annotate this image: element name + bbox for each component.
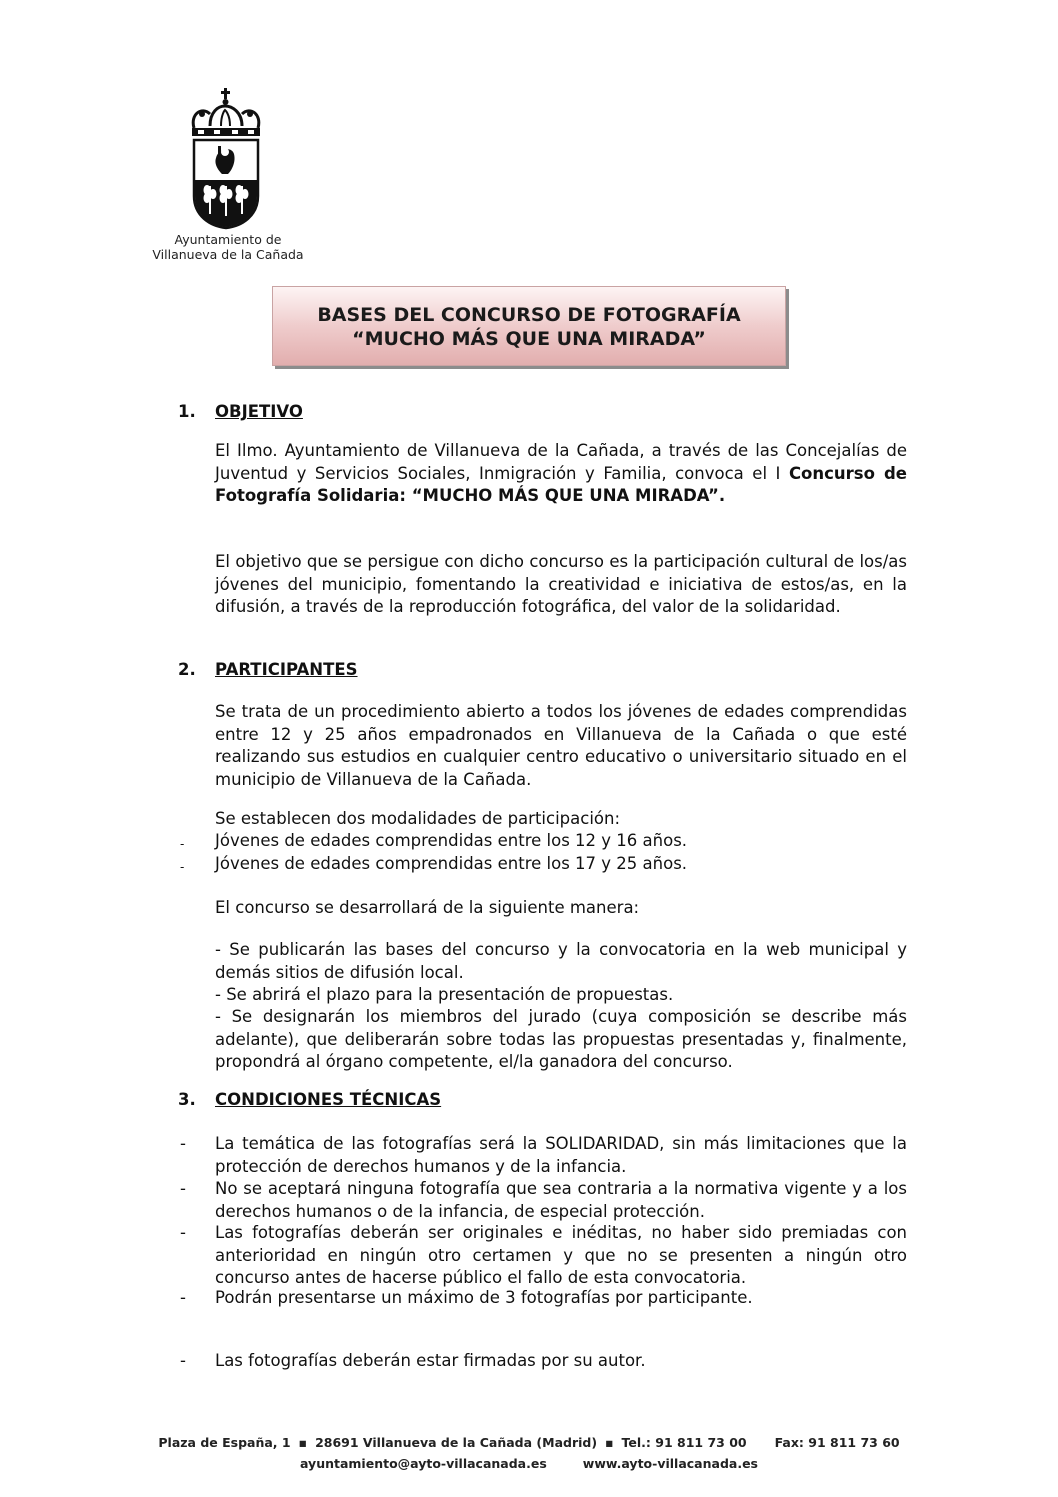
modality-item: Jóvenes de edades comprendidas entre los 12 y 16 años. <box>215 831 688 850</box>
list-bullet: - <box>180 860 185 874</box>
title-line-2: “MUCHO MÁS QUE UNA MIRADA” <box>352 328 706 350</box>
objetivo-paragraph-2: El objetivo que se persigue con dicho concurso es la participación cultural de los/as jóvenes del municipio, fomentando la creatividad e iniciativa de estos/as, en la difusión, a través de la reproducción fotográfica, del valor de la solidaridad. <box>215 552 907 616</box>
process-intro: El concurso se desarrollará de la siguiente manera: <box>215 898 640 917</box>
list-bullet: - <box>180 1288 186 1307</box>
footer-separator: ▪ <box>298 1435 308 1450</box>
condition-item: La temática de las fotografías será la SOLIDARIDAD, sin más limitaciones que la protección de derechos humanos y de la infancia. <box>215 1134 907 1176</box>
footer-website[interactable]: www.ayto-villacanada.es <box>582 1456 758 1471</box>
list-bullet: - <box>180 1351 186 1370</box>
objetivo-paragraph-1 <box>215 440 907 508</box>
footer-online-line <box>0 1456 1058 1471</box>
list-bullet: - <box>180 1134 186 1153</box>
list-bullet: - <box>180 1179 186 1198</box>
condition-item: Las fotografías deberán ser originales e inéditas, no haber sido premiadas con anterioridad en ningún otro certamen y que no se presenten a ningún otro concurso antes de hacerse público el fallo de esta convocatoria. <box>215 1223 907 1287</box>
footer-contact-line <box>0 1435 1058 1450</box>
condition-item: Las fotografías deberán estar firmadas por su autor. <box>215 1351 646 1370</box>
org-line-2: Villanueva de la Cañada <box>152 247 304 262</box>
condition-item: No se aceptará ninguna fotografía que sea contraria a la normativa vigente y a los derechos humanos o de la infancia, de especial protección. <box>215 1179 907 1221</box>
modalities-intro: Se establecen dos modalidades de participación: <box>215 809 621 828</box>
organization-name <box>146 232 310 262</box>
participantes-paragraph: Se trata de un procedimiento abierto a todos los jóvenes de edades comprendidas entre 12 y 25 años empadronados en Villanueva de la Cañada o que esté realizando sus estudios en cualquier centro educativo o universitario situado en el municipio de Villanueva de la Cañada. <box>215 702 907 789</box>
list-bullet: - <box>180 837 185 851</box>
condition-item: Podrán presentarse un máximo de 3 fotografías por participante. <box>215 1288 753 1307</box>
section-number: 3. <box>178 1090 196 1109</box>
footer-tel: Tel.: 91 811 73 00 <box>621 1435 747 1450</box>
footer-fax: Fax: 91 811 73 60 <box>774 1435 900 1450</box>
section-heading-participantes <box>178 659 358 681</box>
list-bullet: - <box>180 1223 186 1242</box>
concurso-name: Concurso de Fotografía Solidaria: “MUCHO MÁS QUE UNA MIRADA”. <box>215 463 907 505</box>
coat-of-arms-logo <box>188 88 264 230</box>
document-title-box <box>272 286 786 366</box>
objetivo-text: El Ilmo. Ayuntamiento de Villanueva de la Cañada, a través de las Concejalías de Juventud y Servicios Sociales, Inmigración y Familia, convoca el I <box>215 441 907 483</box>
modality-item: Jóvenes de edades comprendidas entre los 17 y 25 años. <box>215 854 688 873</box>
section-heading-condiciones <box>178 1089 441 1111</box>
footer-email[interactable]: ayuntamiento@ayto-villacanada.es <box>300 1456 547 1471</box>
section-number: 2. <box>178 660 196 679</box>
footer-address: Plaza de España, 1 <box>158 1435 291 1450</box>
section-title: PARTICIPANTES <box>215 660 358 679</box>
section-heading-objetivo <box>178 401 303 423</box>
section-title: OBJETIVO <box>215 402 303 421</box>
org-line-1: Ayuntamiento de <box>174 232 282 247</box>
footer-postal: 28691 Villanueva de la Cañada (Madrid) <box>315 1435 598 1450</box>
section-title: CONDICIONES TÉCNICAS <box>215 1090 442 1109</box>
footer-separator: ▪ <box>605 1435 614 1450</box>
title-line-1: BASES DEL CONCURSO DE FOTOGRAFÍA <box>317 304 741 326</box>
process-item: - Se publicarán las bases del concurso y la convocatoria en la web municipal y demás sitios de difusión local. <box>215 940 907 982</box>
process-item: - Se abrirá el plazo para la presentación de propuestas. <box>215 985 674 1004</box>
process-item: - Se designarán los miembros del jurado (cuya composición se describe más adelante), que deliberarán sobre todas las propuestas presentadas y, finalmente, propondrá al órgano competente, el/la ganadora del concurso. <box>215 1007 907 1071</box>
section-number: 1. <box>178 402 196 421</box>
